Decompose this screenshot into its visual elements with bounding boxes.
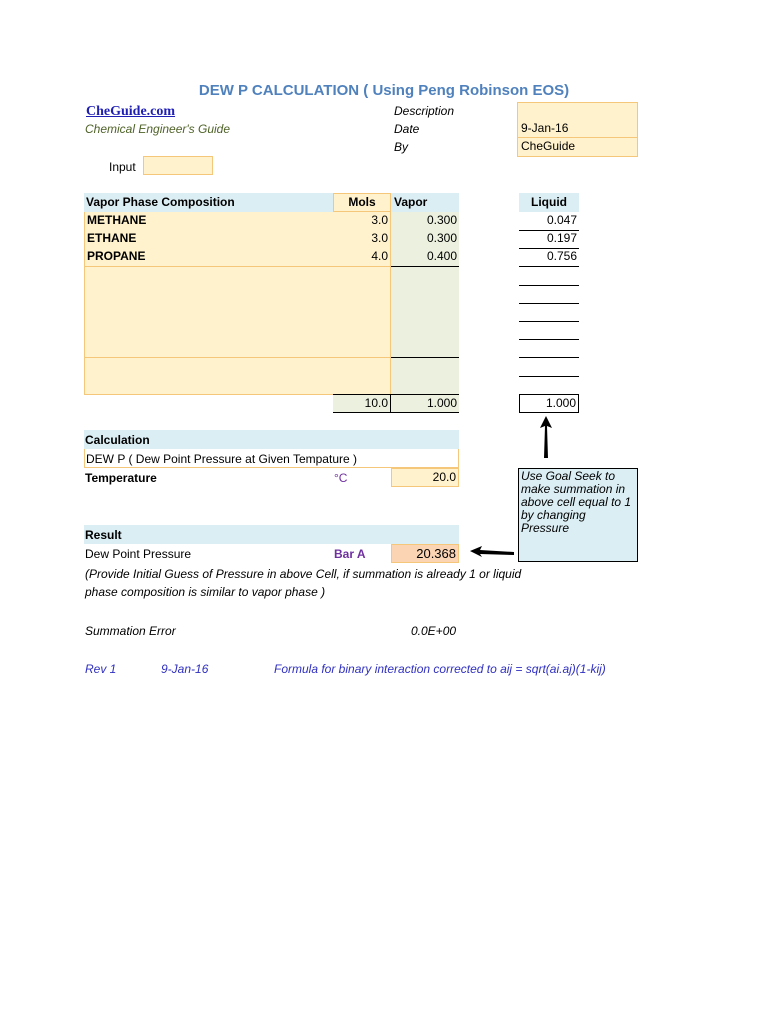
date-label: Date: [394, 122, 420, 136]
site-subtitle: Chemical Engineer's Guide: [85, 122, 231, 136]
vapor-fraction-cell: [391, 358, 459, 377]
temperature-unit: °C: [334, 471, 348, 485]
vapor-fraction-cell: [391, 285, 459, 304]
arrow-up-icon: [536, 414, 556, 460]
mols-cell[interactable]: [333, 285, 391, 304]
summation-error-label: Summation Error: [85, 624, 176, 638]
liquid-fraction-cell: 0.756: [519, 248, 579, 267]
dew-pressure-label: Dew Point Pressure: [85, 547, 192, 561]
summation-error-value: 0.0E+00: [411, 624, 457, 638]
component-name-cell[interactable]: [84, 358, 334, 377]
mols-cell[interactable]: [333, 358, 391, 377]
temperature-label: Temperature: [85, 471, 157, 485]
liquid-fraction-cell: 0.197: [519, 230, 579, 249]
temperature-input[interactable]: 20.0: [391, 468, 459, 487]
component-name-cell[interactable]: [84, 376, 334, 395]
input-legend-label: Input: [109, 160, 136, 174]
component-name-cell[interactable]: [84, 267, 334, 286]
vapor-fraction-cell: [391, 321, 459, 340]
revision-number: Rev 1: [85, 662, 117, 676]
result-header: Result: [85, 528, 122, 542]
component-name-cell[interactable]: [84, 339, 334, 358]
vapor-fraction-cell: 0.300: [391, 230, 459, 249]
total-mols: 10.0: [333, 395, 391, 413]
by-input[interactable]: CheGuide: [517, 138, 638, 157]
mols-cell[interactable]: [333, 339, 391, 358]
mols-header: Mols: [333, 193, 391, 212]
date-input[interactable]: 9-Jan-16: [517, 120, 638, 138]
liquid-fraction-cell: [519, 339, 579, 358]
component-name-cell[interactable]: [84, 303, 334, 322]
mols-cell[interactable]: [333, 321, 391, 340]
result-header-band: [84, 525, 459, 544]
liquid-fraction-cell: 0.047: [519, 212, 579, 231]
revision-note: Formula for binary interaction corrected to aij = sqrt(ai.aj)(1-kij): [274, 662, 606, 676]
liquid-fraction-cell: [519, 376, 579, 395]
composition-header: Vapor Phase Composition: [86, 195, 235, 209]
vapor-fraction-cell: 0.300: [391, 212, 459, 231]
vapor-fraction-cell: [391, 339, 459, 358]
description-label: Description: [394, 104, 455, 118]
liquid-fraction-cell: [519, 267, 579, 286]
arrow-left-icon: [468, 544, 516, 560]
mols-cell[interactable]: [333, 267, 391, 286]
revision-date: 9-Jan-16: [161, 662, 209, 676]
mols-cell[interactable]: 3.0: [333, 230, 391, 249]
mols-cell[interactable]: 4.0: [333, 248, 391, 267]
vapor-header: Vapor: [394, 195, 428, 209]
input-legend-swatch: [143, 156, 213, 175]
total-vapor: 1.000: [391, 395, 459, 413]
component-name-cell[interactable]: [84, 285, 334, 304]
pressure-unit: Bar A: [334, 547, 366, 561]
guess-note-line1: (Provide Initial Guess of Pressure in above Cell, if summation is already 1 or liquid: [85, 567, 522, 581]
liquid-header: Liquid: [519, 193, 579, 212]
page-title: DEW P CALCULATION ( Using Peng Robinson EOS): [198, 82, 570, 99]
component-name-cell[interactable]: ETHANE: [84, 230, 334, 249]
calculation-header: Calculation: [85, 433, 150, 447]
component-name-cell[interactable]: [84, 321, 334, 340]
by-label: By: [394, 140, 409, 154]
liquid-fraction-cell: [519, 321, 579, 340]
component-name-cell[interactable]: PROPANE: [84, 248, 334, 267]
dew-pressure-input[interactable]: 20.368: [391, 544, 459, 563]
vapor-fraction-cell: [391, 267, 459, 286]
vapor-fraction-cell: 0.400: [391, 248, 459, 267]
vapor-fraction-cell: [391, 376, 459, 395]
goal-seek-note: Use Goal Seek to make summation in above cell equal to 1 by changing Pressure: [518, 468, 638, 562]
calc-description: DEW P ( Dew Point Pressure at Given Tempature ): [86, 452, 357, 466]
vapor-fraction-cell: [391, 303, 459, 322]
liquid-fraction-cell: [519, 303, 579, 322]
description-input[interactable]: [517, 102, 638, 121]
liquid-fraction-cell: [519, 358, 579, 377]
total-liquid: 1.000: [519, 394, 579, 413]
guess-note-line2: phase composition is similar to vapor phase ): [85, 585, 326, 599]
mols-cell[interactable]: [333, 376, 391, 395]
liquid-fraction-cell: [519, 285, 579, 304]
site-link[interactable]: CheGuide.com: [86, 104, 176, 119]
component-name-cell[interactable]: METHANE: [84, 212, 334, 231]
mols-cell[interactable]: [333, 303, 391, 322]
mols-cell[interactable]: 3.0: [333, 212, 391, 231]
